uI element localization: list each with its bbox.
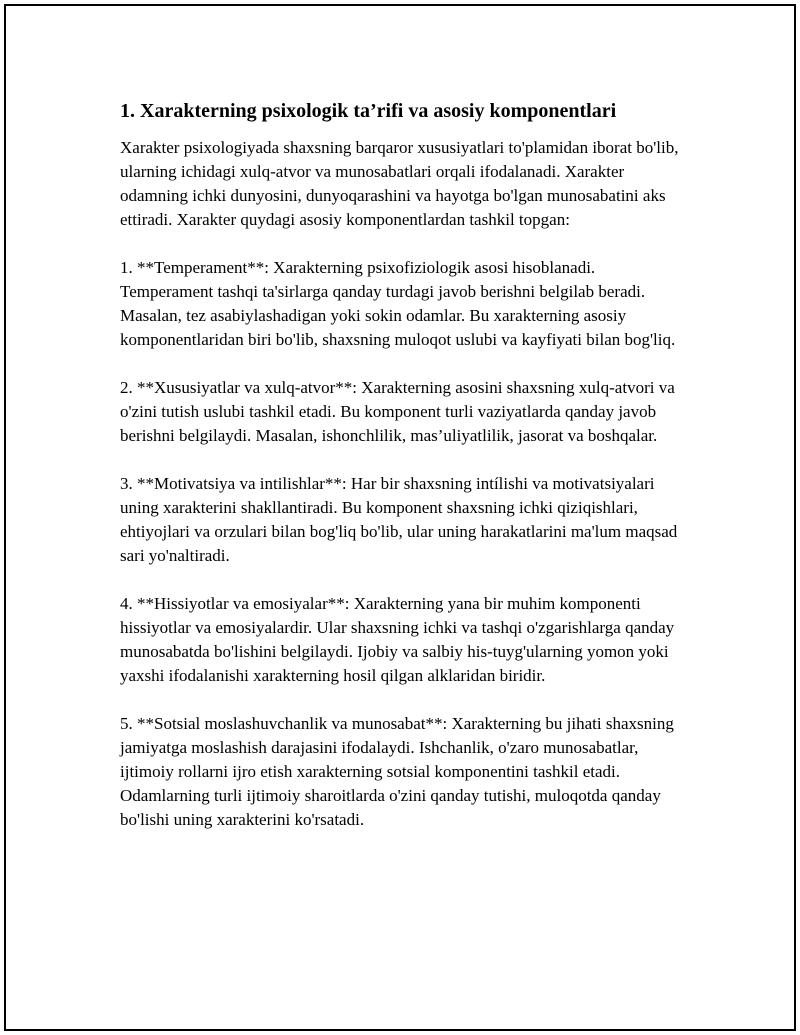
document-body bbox=[120, 98, 690, 856]
paragraph-social: 5. **Sotsial moslashuvchanlik va munosabat**: Xarakterning bu jihati shaxsning jamiyatga moslashish darajasini ifodalaydi. Ishchanlik, o'zaro munosabatlar, ijtimoiy rollarni ijro etish xarakterning sotsial komponentini tashkil etadi. Odamlarning turli ijtimoiy sharoitlarda o'zini qanday tutishi, muloqotda qanday bo'lishi uning xarakterini ko'rsatadi. bbox=[120, 714, 674, 829]
document-page bbox=[4, 4, 796, 1031]
paragraph-motivation: 3. **Motivatsiya va intilishlar**: Har bir shaxsning intílishi va motivatsiyalari uning xarakterini shakllantiradi. Bu komponent shaxsning ichki qiziqishlari, ehtiyojlari va orzulari bilan bog'liq bo'lib, ular uning harakatlarini ma'lum maqsad sari yo'naltiradi. bbox=[120, 474, 678, 565]
paragraph-temperament: 1. **Temperament**: Xarakterning psixofiziologik asosi hisoblanadi. Temperament tashqi ta'sirlarga qanday turdagi javob berishni belgilab beradi. Masalan, tez asabiylashadigan yoki sokin odamlar. Bu xarakterning asosiy komponentlaridan biri bo'lib, shaxsning muloqot uslubi va kayfiyati bilan bog'liq. bbox=[120, 258, 676, 349]
paragraph-behavior: 2. **Xususiyatlar va xulq-atvor**: Xarakterning asosini shaxsning xulq-atvori va o'zini tutish uslubi tashkil etadi. Bu komponent turli vaziyatlarda qanday javob berishni belgilaydi. Masalan, ishonchlilik, mas’uliyatlilik, jasorat va boshqalar. bbox=[120, 378, 675, 445]
section-heading: 1. Xarakterning psixologik ta’rifi va asosiy komponentlari bbox=[120, 100, 617, 122]
paragraph-emotions: 4. **Hissiyotlar va emosiyalar**: Xarakterning yana bir muhim komponenti hissiyotlar va emosiyalardir. Ular shaxsning ichki va tashqi o'zgarishlarga qanday munosabatda bo'lishini belgilaydi. Ijobiy va salbiy his-tuyg'ularning yomon yoki yaxshi ifodalanishi xarakterning hosil qilgan alklaridan biridir. bbox=[120, 594, 675, 685]
intro-paragraph: Xarakter psixologiyada shaxsning barqaror xususiyatlari to'plamidan iborat bo'lib, ularning ichidagi xulq-atvor va munosabatlari orqali ifodalanadi. Xarakter odamning ichki dunyosini, dunyoqarashini va hayotga bo'lgan munosabatini aks ettiradi. Xarakter quydagi asosiy komponentlardan tashkil topgan: bbox=[120, 138, 679, 229]
